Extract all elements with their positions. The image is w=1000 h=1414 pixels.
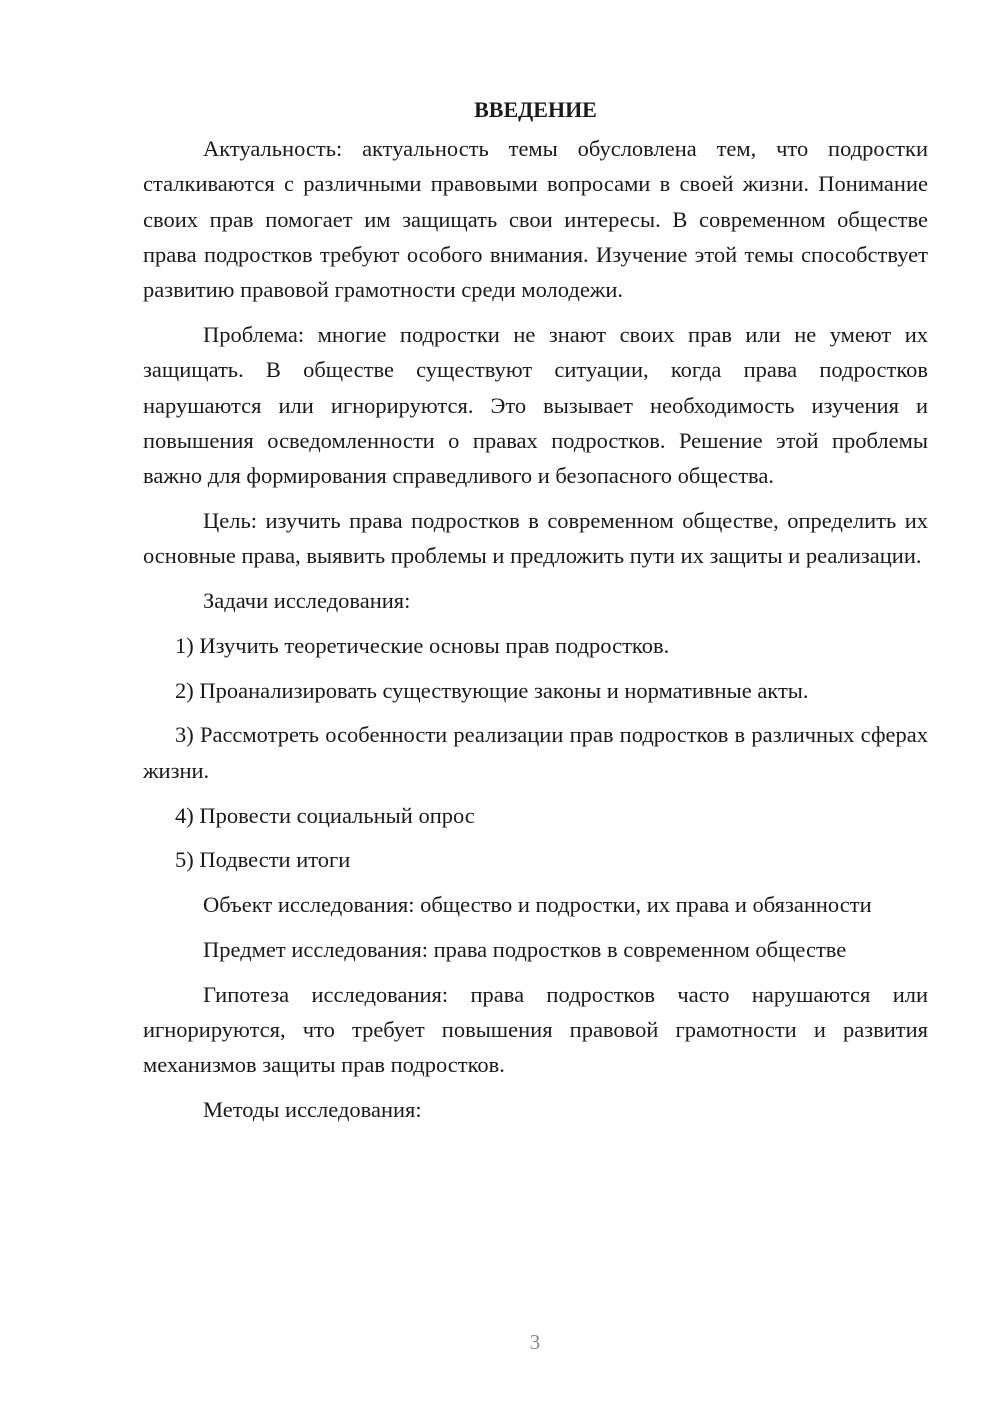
- document-page: [143, 92, 928, 1127]
- paragraph-subject: Предмет исследования: права подростков в современном обществе: [203, 936, 847, 962]
- task-item-5: 5) Подвести итоги: [175, 847, 351, 873]
- task-item-3: 3) Рассмотреть особенности реализации прав подростков в различных сферах жизни.: [143, 722, 928, 783]
- paragraph-hypothesis: Гипотеза исследования: права подростков часто нарушаются или игнорируются, что требует повышения правовой грамотности и развития механизмов защиты прав подростков.: [143, 981, 928, 1078]
- task-item-1: 1) Изучить теоретические основы прав подростков.: [175, 632, 670, 658]
- task-item-4: 4) Провести социальный опрос: [175, 802, 475, 828]
- page-number: 3: [529, 1330, 541, 1354]
- section-heading: ВВЕДЕНИЕ: [474, 97, 597, 122]
- paragraph-methods: Методы исследования:: [203, 1097, 422, 1123]
- paragraph-object: Объект исследования: общество и подростки, их права и обязанности: [203, 892, 872, 918]
- paragraph-goal: Цель: изучить права подростков в современном обществе, определить их основные права, выявить проблемы и предложить пути их защиты и реализации.: [143, 507, 928, 569]
- paragraph-relevance: Актуальность: актуальность темы обусловлена тем, что подростки сталкиваются с различными правовыми вопросами в своей жизни. Понимание своих прав помогает им защищать свои интересы. В современном обществе права подростков требуют особого внимания. Изучение этой темы способствует развитию правовой грамотности среди молодежи.: [143, 136, 928, 303]
- paragraph-problem: Проблема: многие подростки не знают своих прав или не умеют их защищать. В обществе существуют ситуации, когда права подростков нарушаются или игнорируются. Это вызывает необходимость изучения и повышения осведомленности о правах подростков. Решение этой проблемы важно для формирования справедливого и безопасного общества.: [143, 321, 928, 489]
- task-item-2: 2) Проанализировать существующие законы и нормативные акты.: [175, 677, 809, 703]
- paragraph-tasks-title: Задачи исследования:: [203, 588, 411, 614]
